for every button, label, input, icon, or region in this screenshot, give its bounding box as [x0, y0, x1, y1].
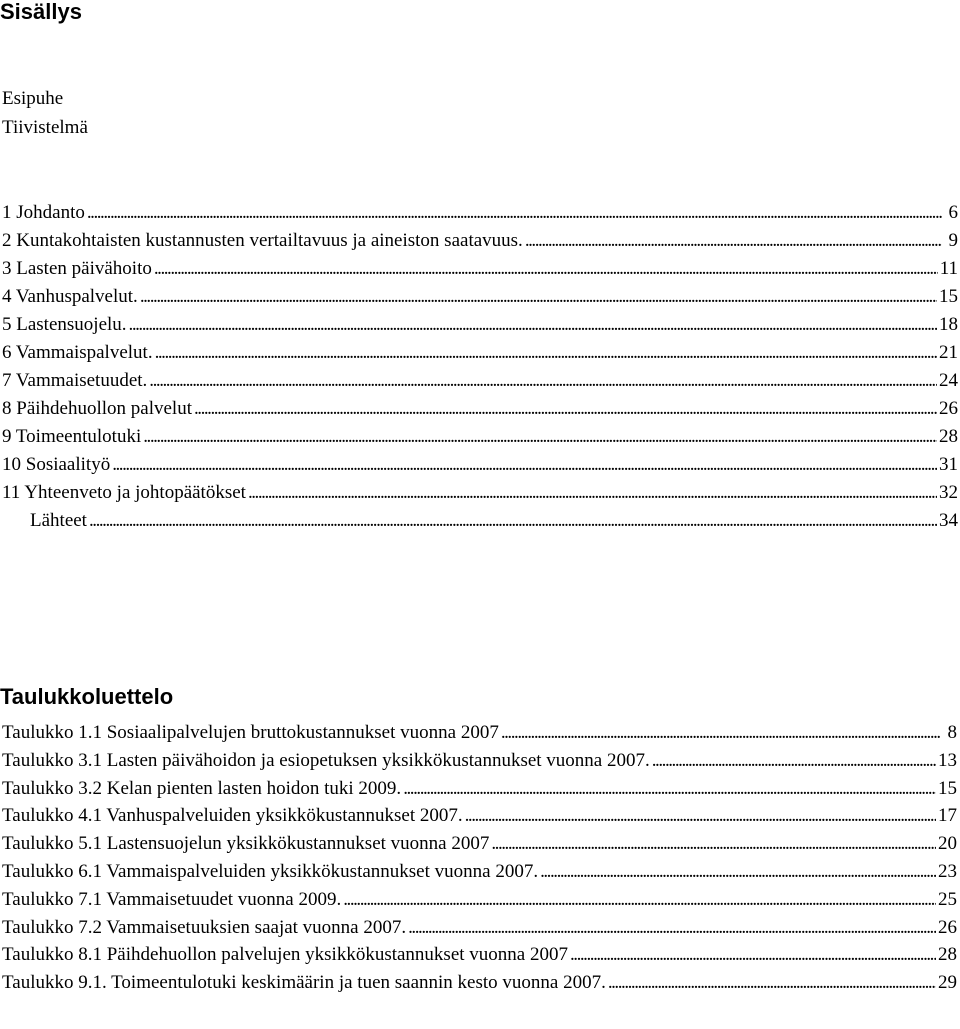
- list-of-tables: [0, 719, 960, 997]
- toc-entry-page: 24: [939, 370, 958, 391]
- toc-entry-title: 5 Lastensuojelu.: [2, 314, 127, 335]
- table-entry-title: Taulukko 7.1 Vammaisetuudet vuonna 2009.: [2, 888, 342, 910]
- dot-leader: [154, 255, 938, 283]
- front-matter-summary[interactable]: Tiivistelmä: [2, 117, 88, 138]
- table-entry-8-1[interactable]: [0, 941, 960, 969]
- table-entry-title: Taulukko 3.1 Lasten päivähoidon ja esiopetuksen yksikkökustannukset vuonna 2007.: [2, 749, 650, 771]
- table-entry-title: Taulukko 4.1 Vanhuspalveluiden yksikkökustannukset 2007.: [2, 805, 463, 827]
- dot-leader: [465, 802, 936, 830]
- table-entry-title: Taulukko 5.1 Lastensuojelun yksikkökustannukset vuonna 2007: [2, 833, 490, 855]
- toc-entry-page: 11: [939, 258, 958, 279]
- table-entry-page: 28: [938, 944, 957, 966]
- table-entry-3-2[interactable]: [0, 775, 960, 803]
- table-entry-page: 8: [947, 722, 957, 743]
- toc-entry-lasten-paivahoito[interactable]: [0, 255, 960, 283]
- toc-entry-title: 11 Yhteenveto ja johtopäätökset: [2, 482, 246, 503]
- table-entry-title: Taulukko 9.1. Toimeentulotuki keskimäärin ja tuen saannin kesto vuonna 2007.: [2, 972, 606, 994]
- dot-leader: [112, 451, 937, 479]
- table-entry-page: 13: [938, 749, 957, 771]
- toc-entry-vammaispalvelut[interactable]: [0, 339, 960, 367]
- toc-entry-title: 2 Kuntakohtaisten kustannusten vertailtavuus ja aineiston saatavuus.: [2, 230, 523, 251]
- dot-leader: [608, 969, 936, 997]
- table-entry-title: Taulukko 8.1 Päihdehuollon palvelujen yksikkökustannukset vuonna 2007: [2, 944, 568, 966]
- toc-entry-page: 28: [939, 426, 958, 447]
- toc-entry-page: 32: [939, 482, 958, 503]
- toc-entry-title: 7 Vammaisetuudet.: [2, 370, 148, 391]
- toc-entry-page: 26: [939, 398, 958, 419]
- toc-entry-vanhuspalvelut[interactable]: [0, 283, 960, 311]
- dot-leader: [491, 830, 936, 858]
- dot-leader: [248, 479, 937, 507]
- table-entry-title: Taulukko 7.2 Vammaisetuuksien saajat vuonna 2007.: [2, 916, 407, 938]
- table-of-contents: [0, 199, 960, 535]
- toc-entry-page: 9: [948, 230, 958, 251]
- table-entry-title: Taulukko 6.1 Vammaispalveluiden yksikkökustannukset vuonna 2007.: [2, 860, 539, 882]
- toc-entry-paihdehuolto[interactable]: [0, 395, 960, 423]
- table-entry-9-1[interactable]: [0, 969, 960, 997]
- dot-leader: [194, 395, 937, 423]
- table-entry-1-1[interactable]: [0, 719, 960, 747]
- toc-entry-title: 9 Toimeentulotuki: [2, 426, 142, 447]
- dot-leader: [155, 339, 937, 367]
- table-entry-7-2[interactable]: [0, 914, 960, 942]
- front-matter-foreword[interactable]: Esipuhe: [2, 88, 64, 109]
- toc-entry-yhteenveto[interactable]: [0, 479, 960, 507]
- toc-entry-lastensuojelu[interactable]: [0, 311, 960, 339]
- toc-entry-johdanto[interactable]: [0, 199, 960, 227]
- table-entry-title: Taulukko 1.1 Sosiaalipalvelujen bruttokustannukset vuonna 2007: [2, 722, 499, 743]
- toc-entry-title: Lähteet: [30, 510, 87, 531]
- toc-entry-page: 18: [939, 314, 958, 335]
- table-entry-page: 25: [938, 888, 957, 910]
- table-list-heading: Taulukkoluettelo: [0, 684, 174, 709]
- dot-leader: [408, 914, 936, 942]
- toc-entry-page: 15: [939, 286, 958, 307]
- toc-entry-page: 31: [939, 454, 958, 475]
- dot-leader: [343, 886, 936, 914]
- dot-leader: [143, 423, 937, 451]
- table-entry-7-1[interactable]: [0, 886, 960, 914]
- table-entry-page: 29: [938, 972, 957, 994]
- table-entry-page: 23: [938, 860, 957, 882]
- toc-entry-toimeentulotuki[interactable]: [0, 423, 960, 451]
- toc-entry-title: 6 Vammaispalvelut.: [2, 342, 153, 363]
- toc-entry-title: 1 Johdanto: [2, 202, 85, 223]
- dot-leader: [570, 941, 936, 969]
- dot-leader: [140, 283, 937, 311]
- table-entry-3-1[interactable]: [0, 747, 960, 775]
- toc-entry-vammaisetuudet[interactable]: [0, 367, 960, 395]
- dot-leader: [525, 227, 942, 255]
- table-entry-page: 15: [938, 777, 957, 799]
- toc-entry-page: 34: [939, 510, 958, 531]
- table-entry-page: 20: [938, 833, 957, 855]
- toc-entry-title: 3 Lasten päivähoito: [2, 258, 152, 279]
- table-entry-page: 17: [938, 805, 957, 827]
- dot-leader: [87, 199, 942, 227]
- toc-entry-title: 8 Päihdehuollon palvelut: [2, 398, 192, 419]
- toc-entry-vertailtavuus[interactable]: [0, 227, 960, 255]
- toc-entry-title: 10 Sosiaalityö: [2, 454, 111, 475]
- table-entry-4-1[interactable]: [0, 802, 960, 830]
- table-entry-6-1[interactable]: [0, 858, 960, 886]
- dot-leader: [89, 507, 937, 535]
- dot-leader: [652, 747, 936, 775]
- contents-heading: Sisällys: [0, 0, 82, 24]
- table-entry-page: 26: [938, 916, 957, 938]
- dot-leader: [403, 775, 936, 803]
- table-entry-title: Taulukko 3.2 Kelan pienten lasten hoidon tuki 2009.: [2, 777, 402, 799]
- dot-leader: [149, 367, 937, 395]
- toc-entry-title: 4 Vanhuspalvelut.: [2, 286, 138, 307]
- toc-entry-lahteet[interactable]: [0, 507, 960, 535]
- table-entry-5-1[interactable]: [0, 830, 960, 858]
- toc-entry-page: 6: [948, 202, 958, 223]
- dot-leader: [129, 311, 937, 339]
- dot-leader: [501, 719, 941, 747]
- dot-leader: [540, 858, 936, 886]
- toc-entry-sosiaalityo[interactable]: [0, 451, 960, 479]
- toc-entry-page: 21: [939, 342, 958, 363]
